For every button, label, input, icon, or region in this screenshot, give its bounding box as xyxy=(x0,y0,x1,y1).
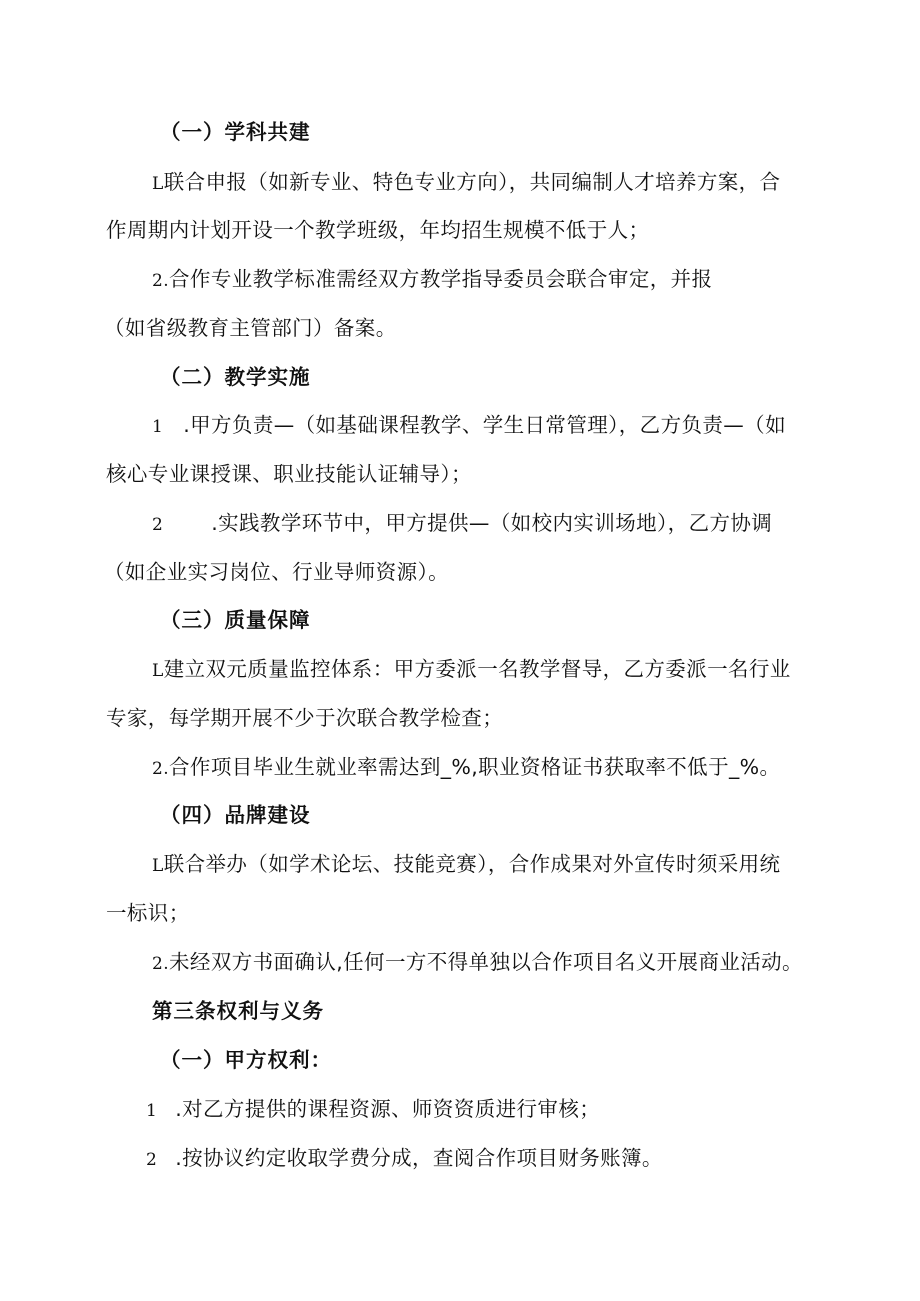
section-heading-2: （二）教学实施 xyxy=(160,365,311,389)
item-number: L xyxy=(152,661,164,681)
item-number: 2. xyxy=(152,759,170,779)
list-item-line xyxy=(152,948,803,978)
item-text: 联合申报（如新专业、特色专业方向），共同编制人才培养方案，合 xyxy=(163,170,781,194)
section-heading-3: （三）质量保障 xyxy=(160,608,311,632)
item-text: .甲方负责—（如基础课程教学、学生日常管理），乙方负责—（如 xyxy=(183,413,786,437)
list-item-continuation: 专家，每学期开展不少于次联合教学检查； xyxy=(106,706,504,730)
item-text: .实践教学环节中，甲方提供—（如校内实训场地），乙方协调 xyxy=(211,511,773,535)
item-number: 2. xyxy=(152,271,170,291)
item-number: 1 xyxy=(146,1101,158,1121)
article-heading: 第三条权利与义务 xyxy=(152,999,324,1023)
list-item-line xyxy=(152,265,712,295)
article-subheading: （一）甲方权利： xyxy=(160,1048,332,1072)
item-number: 2 xyxy=(146,1150,158,1170)
list-item-line xyxy=(152,753,780,783)
item-number: 2 xyxy=(152,515,164,535)
list-item-line xyxy=(152,168,780,198)
item-number: 1 xyxy=(152,417,164,437)
item-text: 合作项目毕业生就业率需达到_%,职业资格证书获取率不低于_%。 xyxy=(169,755,781,779)
list-item-continuation: 作周期内计划开设一个教学班级，年均招生规模不低于人； xyxy=(106,218,650,242)
item-text: .按协议约定收取学费分成，查阅合作项目财务账簿。 xyxy=(175,1146,663,1170)
item-text: 联合举办（如学术论坛、技能竞赛），合作成果对外宣传时须采用统 xyxy=(163,852,781,876)
list-item-continuation: （如省级教育主管部门）备案。 xyxy=(104,316,397,340)
item-number: L xyxy=(152,856,164,876)
item-text: .对乙方提供的课程资源、师资资质进行审核； xyxy=(175,1097,601,1121)
list-item-line xyxy=(152,655,791,685)
section-heading-4: （四）品牌建设 xyxy=(160,803,311,827)
list-item-line xyxy=(152,850,780,880)
section-heading-1: （一）学科共建 xyxy=(160,120,311,144)
item-number: L xyxy=(152,174,164,194)
item-text: 未经双方书面确认,任何一方不得单独以合作项目名义开展商业活动。 xyxy=(169,950,803,974)
item-number: 2. xyxy=(152,954,170,974)
item-text: 建立双元质量监控体系：甲方委派一名教学督导，乙方委派一名行业 xyxy=(163,657,791,681)
list-item-line xyxy=(152,509,772,539)
list-item-continuation: 核心专业课授课、职业技能认证辅导）； xyxy=(106,462,472,486)
item-text: 合作专业教学标准需经双方教学指导委员会联合审定，并报 xyxy=(169,267,713,291)
list-item-line xyxy=(146,1095,600,1125)
list-item-line xyxy=(152,411,786,441)
list-item-continuation: （如企业实习岗位、行业导师资源）。 xyxy=(104,560,450,584)
list-item-line xyxy=(146,1144,663,1174)
list-item-continuation: 一标识； xyxy=(106,901,190,925)
